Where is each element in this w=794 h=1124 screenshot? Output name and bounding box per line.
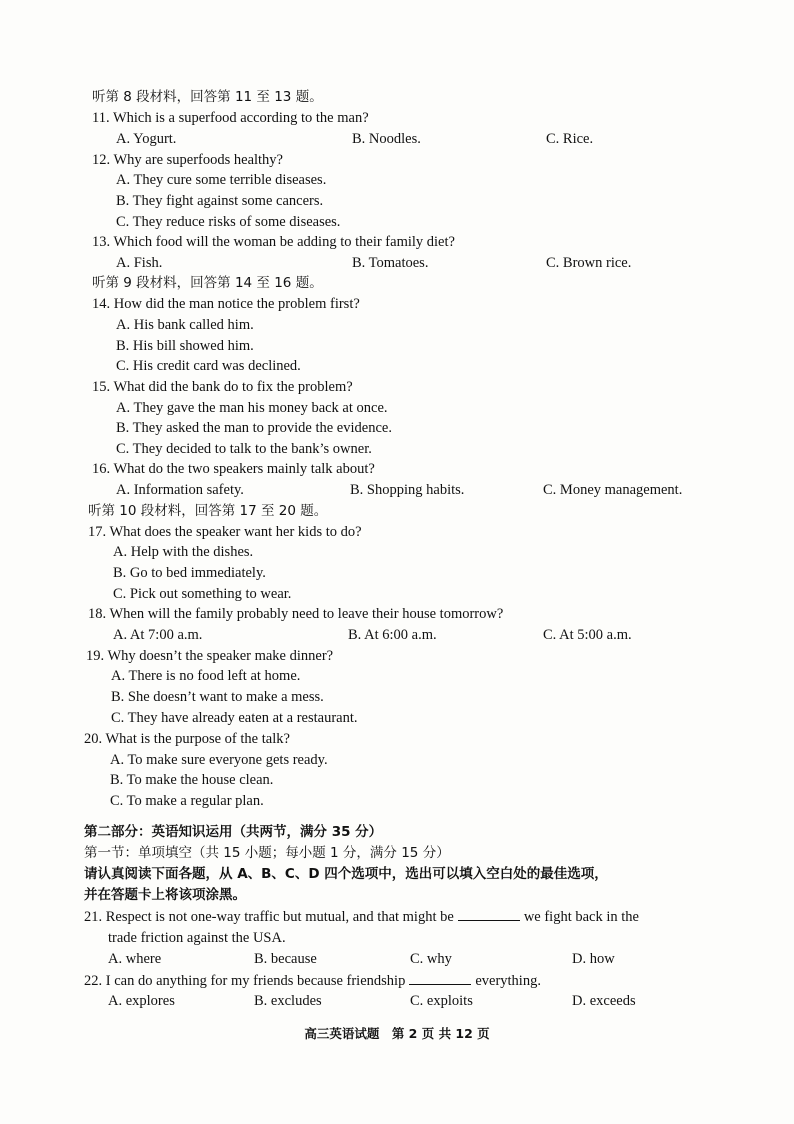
option: D. exceeds — [572, 993, 636, 1009]
instruction-line: 请认真阅读下面各题，从 A、B、C、D 四个选项中，选出可以填入空白处的最佳选项， — [84, 866, 608, 882]
question-stem — [84, 970, 541, 991]
question-stem: 11. Which is a superfood according to the man? — [92, 110, 369, 126]
option: C. Brown rice. — [546, 255, 632, 271]
option: B. At 6:00 a.m. — [348, 627, 437, 643]
option: B. She doesn’t want to make a mess. — [111, 689, 324, 705]
option: C. why — [410, 951, 452, 967]
page-footer: 高三英语试题 第 2 页 共 12 页 — [304, 1026, 490, 1041]
stem-text: 22. I can do anything for my friends because friendship — [84, 973, 406, 989]
option: C. They have already eaten at a restaurant. — [111, 710, 358, 726]
option: A. To make sure everyone gets ready. — [110, 752, 328, 768]
question-stem: 20. What is the purpose of the talk? — [84, 731, 290, 747]
answer-blank — [409, 970, 471, 985]
option: A. where — [108, 951, 162, 967]
section-heading: 听第 8 段材料，回答第 11 至 13 题。 — [92, 89, 323, 105]
option: A. At 7:00 a.m. — [113, 627, 203, 643]
option: B. They asked the man to provide the evidence. — [116, 420, 392, 436]
option: C. They decided to talk to the bank’s owner. — [116, 441, 372, 457]
section-heading: 听第 9 段材料，回答第 14 至 16 题。 — [92, 275, 323, 291]
question-stem: 17. What does the speaker want her kids to do? — [88, 524, 362, 540]
question-stem: 19. Why doesn’t the speaker make dinner? — [86, 648, 334, 664]
option: A. Information safety. — [116, 482, 244, 498]
question-stem-cont: trade friction against the USA. — [108, 930, 286, 946]
option: C. Pick out something to wear. — [113, 586, 292, 602]
option: C. They reduce risks of some diseases. — [116, 214, 341, 230]
option: C. At 5:00 a.m. — [543, 627, 632, 643]
option: B. His bill showed him. — [116, 338, 254, 354]
option: C. His credit card was declined. — [116, 358, 301, 374]
option: A. Fish. — [116, 255, 163, 271]
question-stem: 14. How did the man notice the problem first? — [92, 296, 360, 312]
option: B. They fight against some cancers. — [116, 193, 324, 209]
answer-blank — [458, 906, 520, 921]
stem-text: 21. Respect is not one-way traffic but mutual, and that might be — [84, 909, 454, 925]
option: C. exploits — [410, 993, 473, 1009]
option: B. Tomatoes. — [352, 255, 429, 271]
option: B. Shopping habits. — [350, 482, 465, 498]
option: C. Rice. — [546, 131, 594, 147]
question-stem: 16. What do the two speakers mainly talk about? — [92, 461, 375, 477]
option: C. Money management. — [543, 482, 683, 498]
option: A. They cure some terrible diseases. — [116, 172, 327, 188]
option: A. There is no food left at home. — [111, 668, 301, 684]
option: A. Yogurt. — [116, 131, 177, 147]
question-stem: 12. Why are superfoods healthy? — [92, 152, 283, 168]
option: B. because — [254, 951, 317, 967]
stem-text: we fight back in the — [523, 909, 639, 925]
option: D. how — [572, 951, 615, 967]
question-stem: 15. What did the bank do to fix the problem? — [92, 379, 353, 395]
section-heading: 听第 10 段材料，回答第 17 至 20 题。 — [88, 503, 328, 519]
option: B. To make the house clean. — [110, 772, 274, 788]
option: C. To make a regular plan. — [110, 793, 264, 809]
option: B. excludes — [254, 993, 322, 1009]
option: A. explores — [108, 993, 175, 1009]
question-stem — [84, 906, 639, 927]
option: B. Noodles. — [352, 131, 421, 147]
option: A. Help with the dishes. — [113, 544, 254, 560]
question-stem: 13. Which food will the woman be adding to their family diet? — [92, 234, 455, 250]
option: A. They gave the man his money back at once. — [116, 400, 388, 416]
stem-text: everything. — [475, 973, 541, 989]
option: B. Go to bed immediately. — [113, 565, 266, 581]
instruction-line: 并在答题卡上将该项涂黑。 — [84, 887, 246, 903]
subsection-title: 第一节：单项填空（共 15 小题；每小题 1 分，满分 15 分） — [84, 845, 450, 861]
part-title: 第二部分：英语知识运用（共两节，满分 35 分） — [84, 824, 383, 840]
option: A. His bank called him. — [116, 317, 254, 333]
question-stem: 18. When will the family probably need to leave their house tomorrow? — [88, 606, 504, 622]
